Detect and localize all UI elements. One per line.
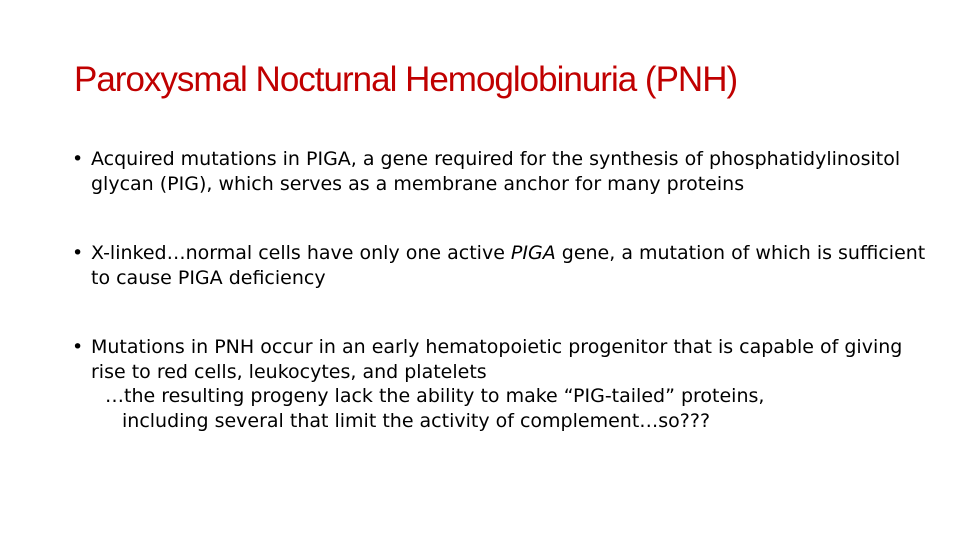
bullet-text-before: X-linked…normal cells have only one active [91, 242, 511, 264]
bullet-marker: • [72, 242, 84, 264]
bullet-marker: • [72, 148, 84, 170]
bullet-list [72, 147, 932, 433]
bullet-text-italic-gene: PIGA [510, 242, 556, 264]
bullet-text: Acquired mutations in PIGA, a gene required for the synthesis of phosphatidylinositol glycan (PIG), which serves as a membrane anchor for many proteins [91, 148, 901, 195]
bullet-continuation-complement: including several that limit the activity of complement…so??? [122, 409, 711, 432]
bullet-x-linked [72, 241, 932, 290]
bullet-piga-mutations [72, 147, 932, 196]
bullet-continuation-progeny: …the resulting progeny lack the ability to make “PIG-tailed” proteins, [105, 385, 765, 407]
bullet-hematopoietic-progenitor [72, 335, 932, 433]
bullet-text-after: gene, a mutation of which is sufficient to cause PIGA deficiency [91, 242, 926, 289]
bullet-text: Mutations in PNH occur in an early hematopoietic progenitor that is capable of giving rise to red cells, leukocytes, and platelets [91, 336, 903, 383]
bullet-marker: • [72, 336, 84, 358]
slide-title: Paroxysmal Nocturnal Hemoglobinuria (PNH) [74, 60, 738, 99]
